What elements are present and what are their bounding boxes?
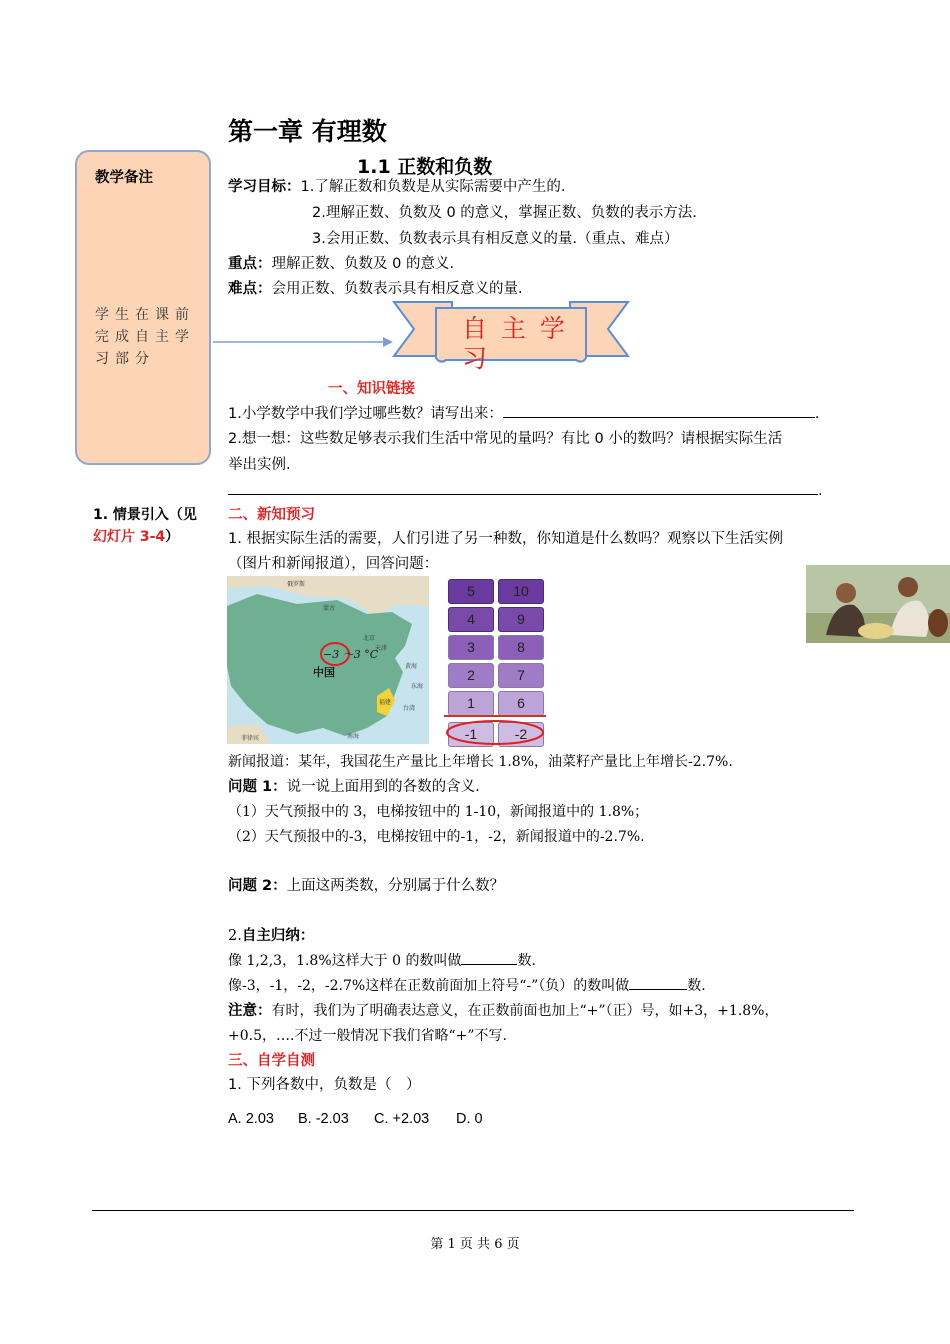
summary-label: 自主归纳： [241,928,315,944]
map-city-southsea: 南海 [347,733,360,740]
key-point-label: 重点： [228,256,272,272]
sidebar-note: 学生在课前完成自主学习部分 [95,307,195,367]
teaching-notes-sidebar [75,150,211,545]
difficulty-line [228,278,523,300]
elevator-panel [440,576,550,746]
sidebar-title: 教学备注 [95,170,153,186]
section1-q1-end: . [814,406,820,422]
elevator-button-4: 4 [448,607,494,632]
negative-floors-circle [444,719,546,746]
section1-q1-text: 1.小学数学中我们学过哪些数？请写出来： [228,406,503,422]
key-point-line [228,253,454,275]
elevator-button-5: 5 [448,579,494,604]
section1-q2-line1: 2.想一想：这些数足够表示我们生活中常见的量吗？有比 0 小的数吗？请根据实际生活 [228,431,783,447]
problem2-line [228,875,504,897]
summary-heading [228,925,314,947]
elevator-button-6: 6 [498,691,544,716]
option-b[interactable]: B. -2.03 [298,1111,349,1127]
problem2-label: 问题 2： [228,878,287,894]
answer-blank[interactable] [228,480,818,495]
section-title: 1.1 正数和负数 [357,156,493,178]
difficulty-text: 会用正数、负数表示具有相反意义的量. [271,281,523,297]
map-city-yellowsea: 黄海 [405,663,418,670]
elevator-button-2: 2 [448,663,494,688]
goal-item-1: 1.了解正数和负数是从实际需要中产生的. [300,179,566,195]
section2-intro-line2: （图片和新闻报道），回答问题： [228,556,439,572]
note-text: 有时，我们为了明确表达意义，在正数前面也加上“+”（正）号，如+3，+1.8%， [271,1003,779,1019]
positive-definition-end: 数. [517,953,536,969]
china-weather-map [227,576,429,744]
elevator-button-9: 9 [498,607,544,632]
section1-q2-answer [228,480,823,502]
page-footer: 第 1 页 共 6 页 [430,1237,520,1252]
zero-separator [444,715,546,717]
elevator-button-7: 7 [498,663,544,688]
chapter-title: 第一章 有理数 [228,117,387,146]
goals-line [228,176,565,198]
map-city-philippines: 菲律宾 [241,735,260,742]
banner-text: 自 主 学 习 [462,314,568,373]
sidebar-intro-prefix: 1. 情景引入（见 [93,507,197,523]
news-report: 新闻报道：某年，我国花生产量比上年增长 1.8%，油菜籽产量比上年增长-2.7%. [228,754,733,770]
map-city-mongolia: 蒙古 [323,605,336,612]
section1-q1 [228,403,819,425]
answer-blank[interactable] [461,950,517,965]
map-city-eastsea: 东海 [411,683,424,690]
key-point-text: 理解正数、负数及 0 的意义. [271,256,455,272]
section3-title: 三、自学自测 [228,1053,315,1069]
problem1-text: 说一说上面用到的各数的含义. [286,779,480,795]
map-city-taiwan: 台湾 [403,705,416,712]
sidebar-intro-suffix: ） [165,529,180,545]
map-city-russia: 俄罗斯 [287,581,306,588]
elevator-button-8: 8 [498,635,544,660]
elevator-button--1: -1 [448,722,494,747]
negative-definition-text: 像-3，-1，-2，-2.7%这样在正数前面加上符号“-”（负）的数叫做 [228,978,630,994]
negative-definition-end: 数. [687,978,706,994]
slides-link[interactable]: 幻灯片 3-4 [93,529,166,545]
option-c[interactable]: C. +2.03 [374,1111,430,1127]
problem1-label: 问题 1： [228,779,287,795]
note-label: 注意： [228,1003,272,1019]
map-city-fujian: 福建 [379,699,392,706]
map-temp-label: −3 ～3 °C [323,648,379,661]
positive-definition [228,950,536,972]
map-city-tianjin: 天津 [375,645,388,652]
answer-blank[interactable] [503,403,815,418]
elevator-button-3: 3 [448,635,494,660]
answer-2: （2）天气预报中的-3，电梯按钮中的-1，-2，新闻报道中的-2.7%. [228,829,645,845]
arrow-right-icon [211,332,396,352]
section3-q1: 1. 下列各数中，负数是（ ） [228,1077,421,1093]
section2-intro-line1: 1. 根据实际生活的需要，人们引进了另一种数，你知道是什么数吗？观察以下生活实例 [228,531,783,547]
elevator-button-1: 1 [448,691,494,716]
option-d[interactable]: D. 0 [456,1111,483,1127]
elevator-button--2: -2 [498,722,544,747]
summary-number: 2. [228,928,242,944]
note-line [228,1000,778,1022]
goals-label: 学习目标： [228,179,301,195]
section1-q2-end: . [818,483,823,499]
goal-item-3: 3.会用正数、负数表示具有相反意义的量.（重点、难点） [312,231,679,247]
footer-rule [92,1210,854,1211]
difficulty-label: 难点： [228,281,272,297]
section2-title: 二、新知预习 [228,507,315,523]
section1-q2-line2: 举出实例. [228,457,291,473]
section1-title: 一、知识链接 [328,381,415,397]
map-china-label: 中国 [313,666,335,679]
goal-item-2: 2.理解正数、负数及 0 的意义，掌握正数、负数的表示方法. [312,205,697,221]
negative-definition [228,975,706,997]
positive-definition-text: 像 1,2,3，1.8%这样大于 0 的数叫做 [228,953,462,969]
note-line2: +0.5，….不过一般情况下我们省略“+”不写. [228,1028,507,1044]
sidebar-intro [93,504,203,548]
map-city-beijing: 北京 [363,635,376,642]
option-a[interactable]: A. 2.03 [228,1111,274,1127]
answer-blank[interactable] [629,975,687,990]
elevator-button-10: 10 [498,579,544,604]
answer-1: （1）天气预报中的 3，电梯按钮中的 1-10，新闻报道中的 1.8%； [228,804,649,820]
problem2-text: 上面这两类数，分别属于什么数？ [286,878,505,894]
options-row [228,1108,483,1130]
problem1-line [228,776,480,798]
people-illustration [806,565,950,643]
